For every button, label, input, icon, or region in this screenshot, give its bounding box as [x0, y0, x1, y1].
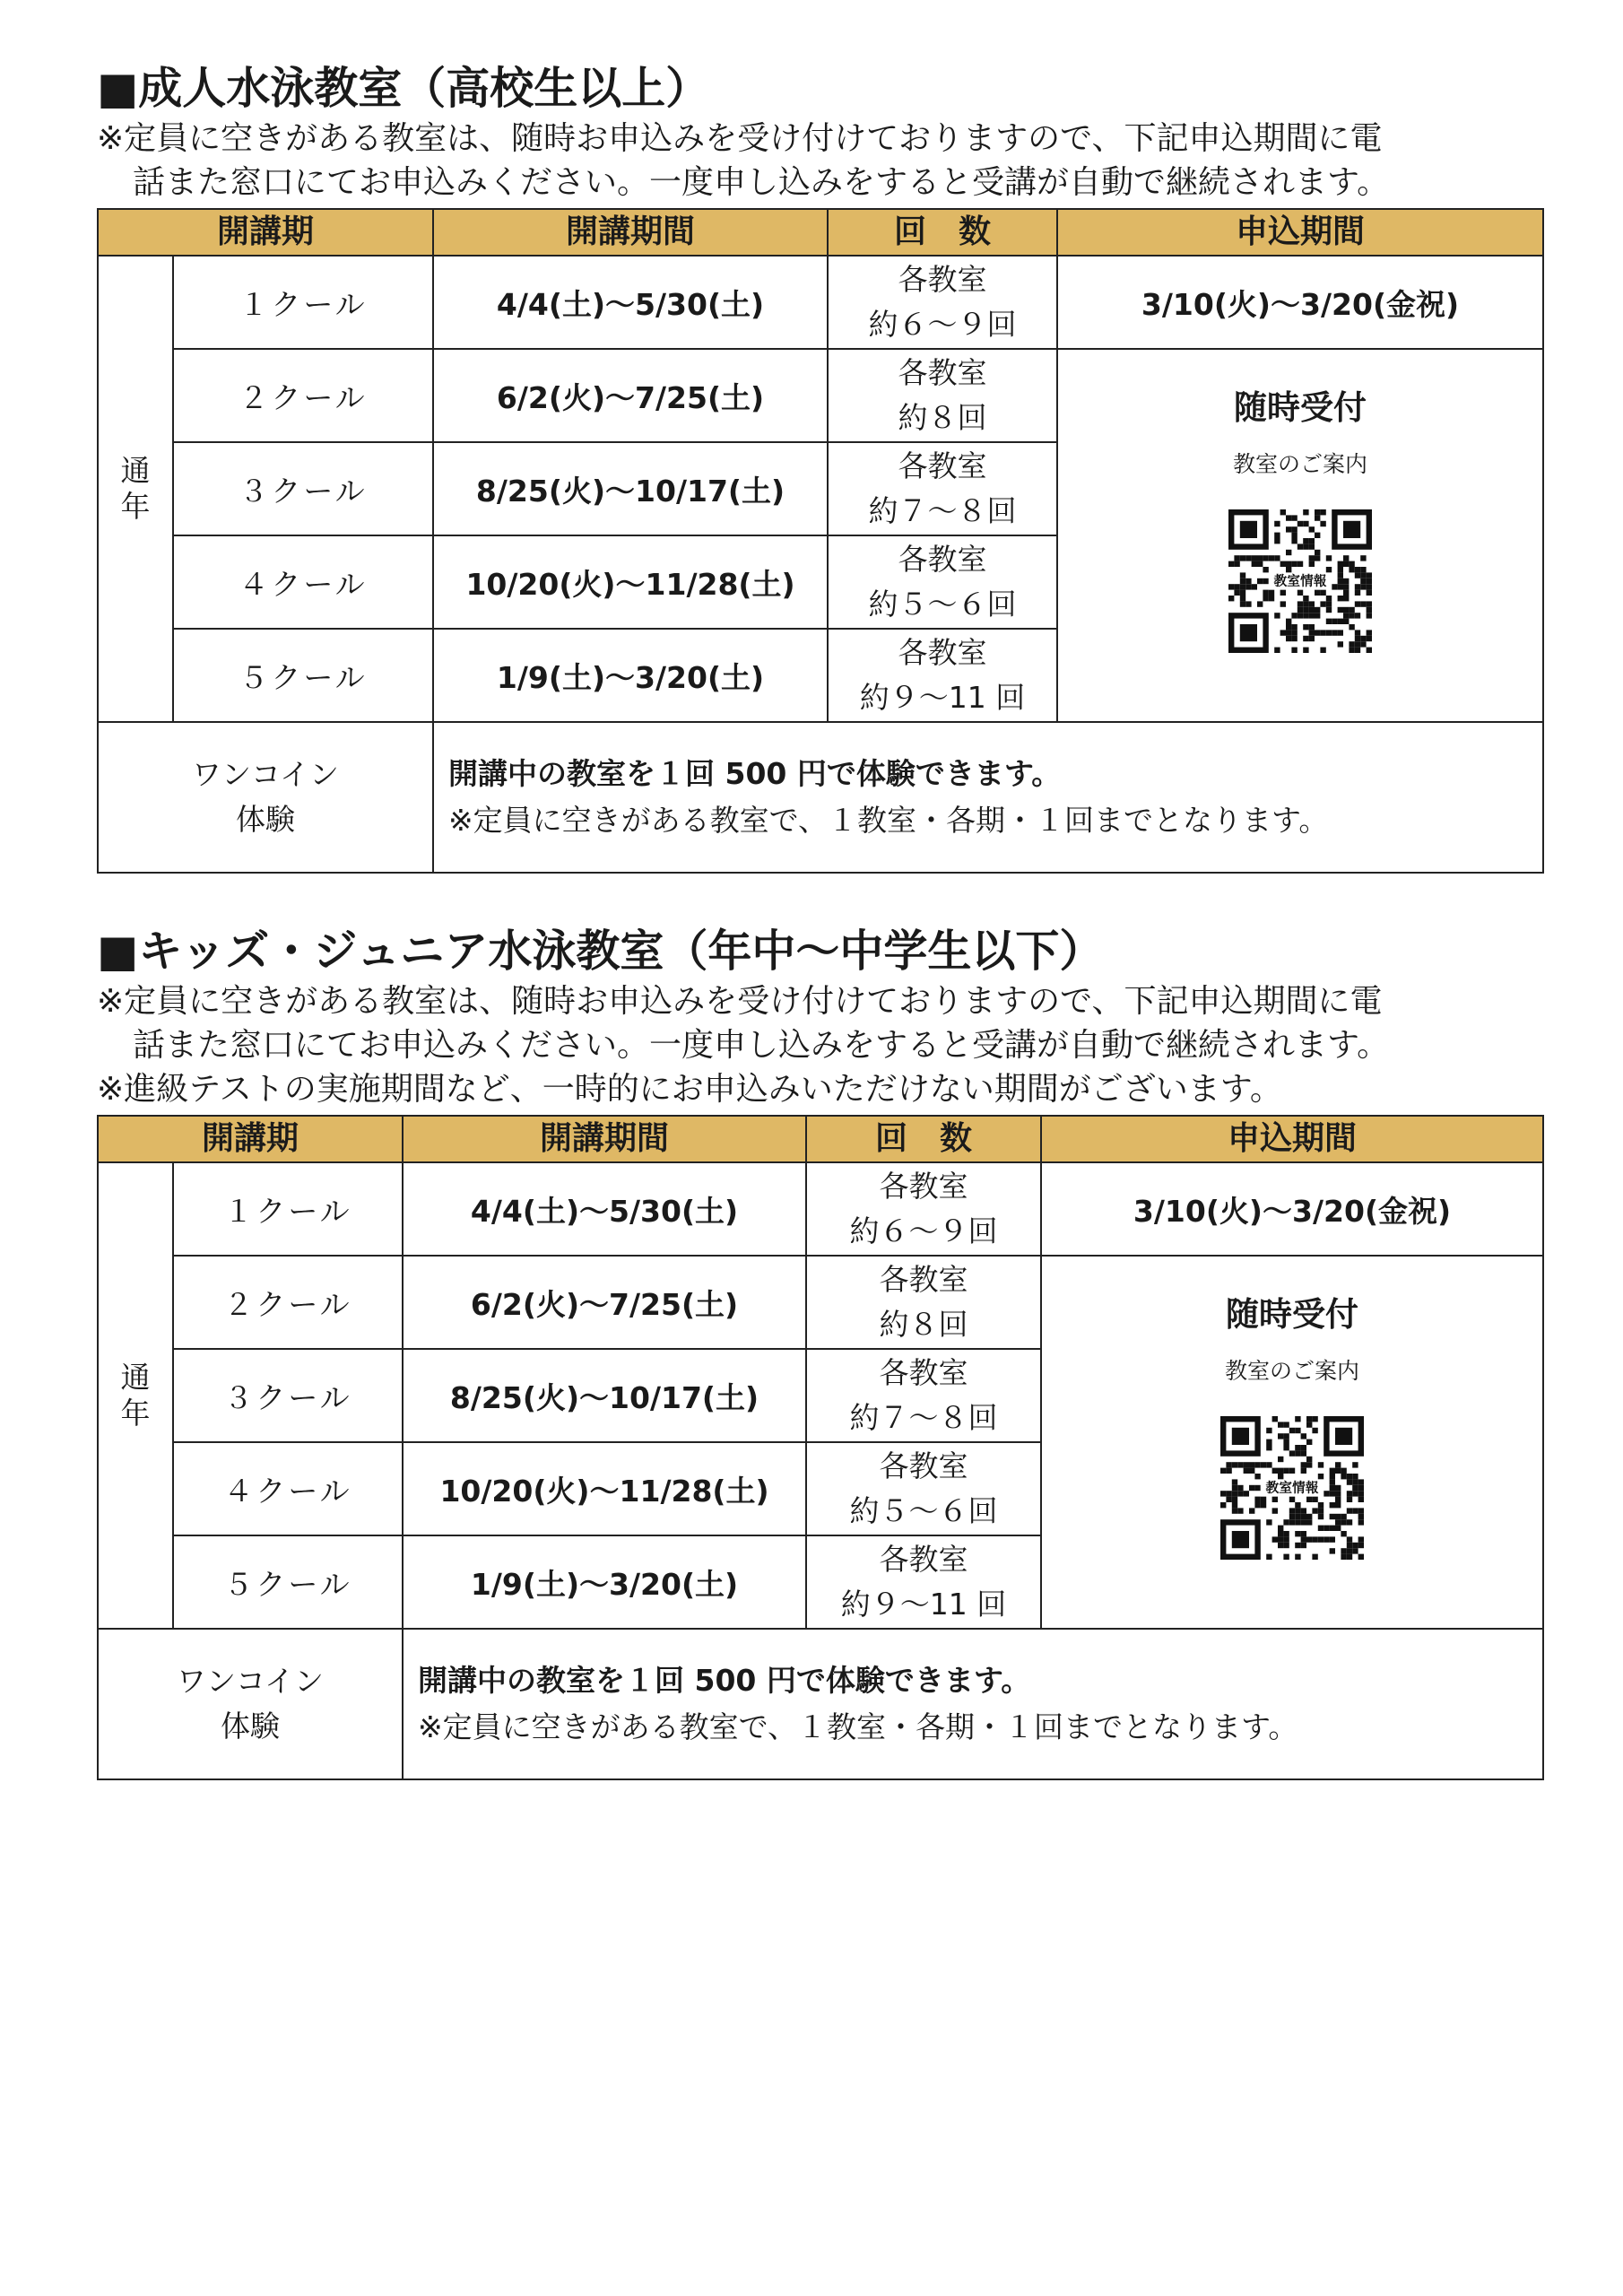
adult-title: ■成人水泳教室（高校生以上）: [97, 63, 710, 114]
period-value: 10/20(火)〜11/28(土): [433, 535, 828, 629]
anytime-cell: [1041, 1256, 1543, 1629]
cool-label: １クール: [173, 256, 433, 349]
qr-label: 教室情報: [1273, 573, 1327, 589]
qr-label: 教室情報: [1265, 1480, 1319, 1496]
trial-text: 開講中の教室を１回 500 円で体験できます。 ※定員に空きがある教室で、１教室・各期・１回までとなります。: [433, 722, 1543, 873]
count-value: 各教室 約５〜６回: [806, 1442, 1041, 1535]
cool-label: ４クール: [173, 1442, 403, 1535]
qr-code-icon[interactable]: [1220, 1416, 1364, 1560]
kids-note-3: ※進級テストの実施期間など、一時的にお申込みいただけない期間がございます。: [97, 1071, 1282, 1108]
table-header-row: [98, 209, 1543, 256]
anytime-subtitle: 教室のご案内: [1233, 451, 1368, 477]
kids-title: ■キッズ・ジュニア水泳教室（年中〜中学生以下）: [97, 926, 1104, 977]
table-row: [98, 256, 1543, 349]
anytime-cell: [1057, 349, 1543, 722]
period-value: 1/9(土)〜3/20(土): [403, 1535, 806, 1629]
kids-section: [97, 924, 1542, 1780]
table-row: [98, 1256, 1543, 1349]
header-apply: 申込期間: [1057, 209, 1543, 256]
cool-label: ５クール: [173, 629, 433, 722]
count-value: 各教室 約９〜11 回: [806, 1535, 1041, 1629]
trial-row: [98, 1629, 1543, 1779]
cool-label: ２クール: [173, 349, 433, 442]
table-row: [98, 1162, 1543, 1256]
period-value: 8/25(火)〜10/17(土): [433, 442, 828, 535]
year-label: 通 年: [98, 256, 173, 722]
year-label: 通 年: [98, 1162, 173, 1629]
kids-note-1: ※定員に空きがある教室は、随時お申込みを受け付けておりますので、下記申込期間に電: [97, 983, 1383, 1020]
header-period: 開講期間: [403, 1116, 806, 1162]
header-count: 回 数: [828, 209, 1057, 256]
qr-code-icon[interactable]: [1228, 509, 1372, 653]
cool-label: ２クール: [173, 1256, 403, 1349]
table-row: [98, 349, 1543, 442]
period-value: 6/2(火)〜7/25(土): [433, 349, 828, 442]
period-value: 6/2(火)〜7/25(土): [403, 1256, 806, 1349]
count-value: 各教室 約７〜８回: [828, 442, 1057, 535]
count-value: 各教室 約５〜６回: [828, 535, 1057, 629]
trial-label: ワンコイン 体験: [98, 1629, 403, 1779]
cool-label: ４クール: [173, 535, 433, 629]
count-value: 各教室 約６〜９回: [806, 1162, 1041, 1256]
kids-note-2: 話また窓口にてお申込みください。一度申し込みをすると受講が自動で継続されます。: [133, 1027, 1390, 1064]
adult-note-2: 話また窓口にてお申込みください。一度申し込みをすると受講が自動で継続されます。: [133, 164, 1390, 201]
apply-period: 3/10(火)〜3/20(金祝): [1057, 256, 1543, 349]
anytime-title: 随時受付: [1234, 388, 1367, 427]
count-value: 各教室 約７〜８回: [806, 1349, 1041, 1442]
table-header-row: [98, 1116, 1543, 1162]
count-value: 各教室 約９〜11 回: [828, 629, 1057, 722]
header-term: 開講期: [98, 209, 433, 256]
header-period: 開講期間: [433, 209, 828, 256]
apply-period: 3/10(火)〜3/20(金祝): [1041, 1162, 1543, 1256]
trial-row: [98, 722, 1543, 873]
anytime-title: 随時受付: [1226, 1295, 1359, 1334]
period-value: 1/9(土)〜3/20(土): [433, 629, 828, 722]
adult-section: [97, 61, 1542, 874]
anytime-subtitle: 教室のご案内: [1225, 1358, 1360, 1384]
kids-schedule-table: [97, 1115, 1544, 1780]
trial-text: 開講中の教室を１回 500 円で体験できます。 ※定員に空きがある教室で、１教室・各期・１回までとなります。: [403, 1629, 1543, 1779]
period-value: 10/20(火)〜11/28(土): [403, 1442, 806, 1535]
cool-label: ５クール: [173, 1535, 403, 1629]
header-term: 開講期: [98, 1116, 403, 1162]
adult-note-1: ※定員に空きがある教室は、随時お申込みを受け付けておりますので、下記申込期間に電: [97, 120, 1383, 157]
period-value: 4/4(土)〜5/30(土): [403, 1162, 806, 1256]
header-count: 回 数: [806, 1116, 1041, 1162]
cool-label: ３クール: [173, 1349, 403, 1442]
count-value: 各教室 約６〜９回: [828, 256, 1057, 349]
adult-schedule-table: [97, 208, 1544, 874]
count-value: 各教室 約８回: [806, 1256, 1041, 1349]
cool-label: ３クール: [173, 442, 433, 535]
header-apply: 申込期間: [1041, 1116, 1543, 1162]
trial-label: ワンコイン 体験: [98, 722, 433, 873]
cool-label: １クール: [173, 1162, 403, 1256]
period-value: 4/4(土)〜5/30(土): [433, 256, 828, 349]
count-value: 各教室 約８回: [828, 349, 1057, 442]
period-value: 8/25(火)〜10/17(土): [403, 1349, 806, 1442]
